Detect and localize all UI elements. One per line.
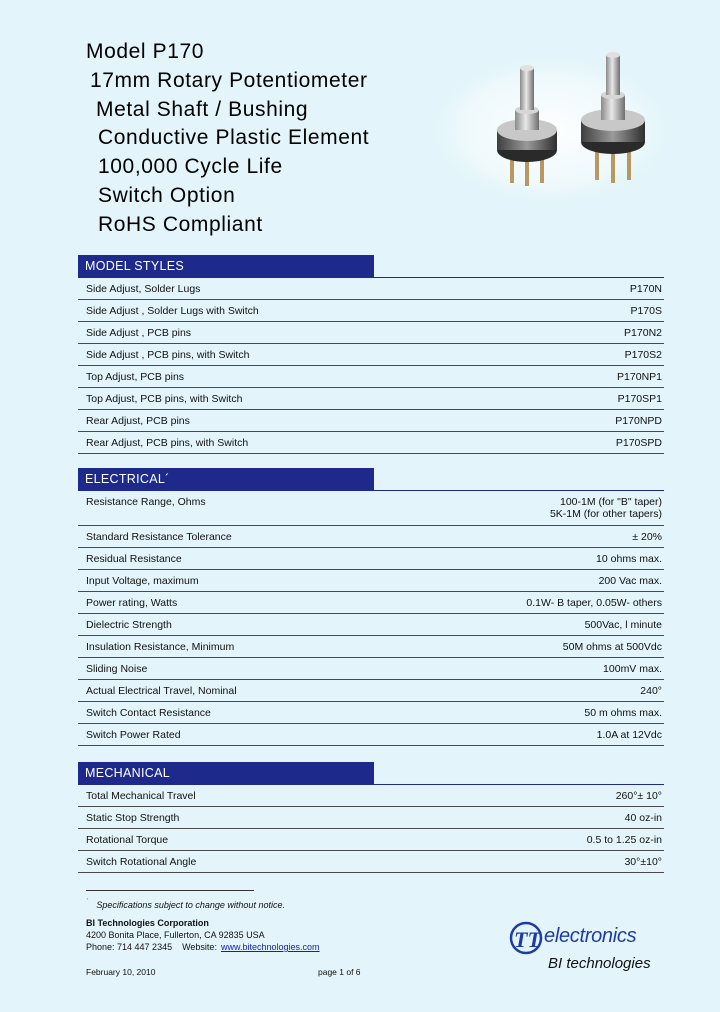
section-header: MECHANICAL	[78, 762, 374, 784]
table-row	[78, 680, 664, 702]
row-label: Top Adjust, PCB pins	[86, 371, 185, 383]
row-value: P170N2	[624, 327, 662, 339]
model-styles-section	[78, 255, 664, 454]
row-label: Switch Power Rated	[86, 729, 181, 741]
row-value: P170S	[630, 305, 662, 317]
row-value	[550, 496, 662, 520]
feature-line: Metal Shaft / Bushing	[96, 97, 309, 121]
table-row	[78, 526, 664, 548]
section-header: MODEL STYLES	[78, 255, 374, 277]
table-row	[78, 570, 664, 592]
row-value: ± 20%	[632, 531, 662, 543]
company-info	[86, 917, 320, 953]
electrical-section	[78, 468, 664, 746]
row-label: Side Adjust , PCB pins	[86, 327, 192, 339]
feature-line: Switch Option	[98, 183, 236, 207]
row-value: 240°	[640, 685, 662, 697]
table-row	[78, 388, 664, 410]
row-label: Dielectric Strength	[86, 619, 172, 631]
row-label: Switch Rotational Angle	[86, 856, 197, 868]
row-value: 100mV max.	[603, 663, 662, 675]
row-label: Residual Resistance	[86, 553, 182, 565]
row-label: Actual Electrical Travel, Nominal	[86, 685, 237, 697]
row-label: Rear Adjust, PCB pins	[86, 415, 190, 427]
row-label: Total Mechanical Travel	[86, 790, 196, 802]
website-link[interactable]: www.bitechnologies.com	[220, 942, 320, 952]
row-value: 10 ohms max.	[596, 553, 662, 565]
table-row	[78, 278, 664, 300]
row-label: Top Adjust, PCB pins, with Switch	[86, 393, 243, 405]
footnote	[86, 899, 285, 910]
table-row	[78, 410, 664, 432]
row-value: 0.5 to 1.25 oz-in	[586, 834, 662, 846]
table-row	[78, 702, 664, 724]
row-label: Standard Resistance Tolerance	[86, 531, 232, 543]
row-label: Side Adjust , PCB pins, with Switch	[86, 349, 250, 361]
row-value: P170NP1	[617, 371, 662, 383]
section-header: ELECTRICAL´	[78, 468, 374, 490]
row-label: Switch Contact Resistance	[86, 707, 211, 719]
table-row	[78, 432, 664, 454]
table-row	[78, 300, 664, 322]
logo-sub-text: BI technologies	[548, 955, 651, 972]
row-value-line: 5K-1M (for other tapers)	[549, 508, 662, 520]
table-row	[78, 592, 664, 614]
mechanical-section	[78, 762, 664, 873]
subtitle-line: 17mm Rotary Potentiometer	[90, 68, 368, 92]
table-row	[78, 724, 664, 746]
document-date: February 10, 2010	[86, 967, 156, 977]
row-value: 50M ohms at 500Vdc	[562, 641, 662, 653]
company-name: BI Technologies Corporation	[86, 918, 209, 928]
row-label: Side Adjust, Solder Lugs	[86, 283, 201, 295]
row-value: 50 m ohms max.	[584, 707, 662, 719]
row-value: 1.0A at 12Vdc	[596, 729, 662, 741]
logo-main-text: electronics	[544, 925, 637, 947]
table-row	[78, 344, 664, 366]
table-row	[78, 807, 664, 829]
table-row	[78, 491, 664, 526]
table-row	[78, 548, 664, 570]
row-value: P170SPD	[615, 437, 662, 449]
company-contact	[86, 941, 320, 953]
row-label: Input Voltage, maximum	[86, 575, 199, 587]
feature-line: Conductive Plastic Element	[98, 126, 370, 150]
row-label: Side Adjust , Solder Lugs with Switch	[86, 305, 259, 317]
table-row	[78, 366, 664, 388]
row-value: P170S2	[624, 349, 662, 361]
row-label: Static Stop Strength	[86, 812, 180, 824]
page-number: page 1 of 6	[318, 967, 361, 977]
svg-text:TT: TT	[514, 927, 541, 952]
row-value: 260°± 10°	[615, 790, 662, 802]
table-row	[78, 636, 664, 658]
row-value: 30°±10°	[624, 856, 662, 868]
footnote-mark: ´	[86, 899, 89, 906]
row-value: 0.1W- B taper, 0.05W- others	[526, 597, 662, 609]
table-row	[78, 614, 664, 636]
row-value: 200 Vac max.	[598, 575, 662, 587]
row-label: Insulation Resistance, Minimum	[86, 641, 235, 653]
table-row	[78, 658, 664, 680]
row-label: Resistance Range, Ohms	[86, 496, 206, 508]
feature-line: 100,000 Cycle Life	[98, 155, 283, 179]
row-value: 500Vac, l minute	[584, 619, 662, 631]
row-value: P170SP1	[617, 393, 662, 405]
row-label: Rear Adjust, PCB pins, with Switch	[86, 437, 249, 449]
table-row	[78, 785, 664, 807]
row-value: P170NPD	[615, 415, 662, 427]
row-value-line: 100-1M (for "B" taper)	[560, 496, 662, 508]
table-row	[78, 851, 664, 873]
model-title: Model P170	[86, 40, 205, 63]
row-label: Rotational Torque	[86, 834, 169, 846]
company-address: 4200 Bonita Place, Fullerton, CA 92835 USA	[86, 930, 265, 940]
website-label: Website:	[182, 942, 217, 952]
footnote-text: Specifications subject to change without notice.	[96, 900, 285, 910]
row-label: Power rating, Watts	[86, 597, 178, 609]
table-row	[78, 829, 664, 851]
row-value: 40 oz-in	[624, 812, 662, 824]
feature-line: RoHS Compliant	[98, 212, 263, 236]
phone-number: Phone: 714 447 2345	[86, 942, 173, 952]
table-row	[78, 322, 664, 344]
potentiometer-photo-icon	[425, 50, 675, 210]
row-label: Sliding Noise	[86, 663, 148, 675]
row-value: P170N	[629, 283, 662, 295]
title-block	[86, 38, 369, 240]
footnote-divider	[86, 890, 254, 891]
